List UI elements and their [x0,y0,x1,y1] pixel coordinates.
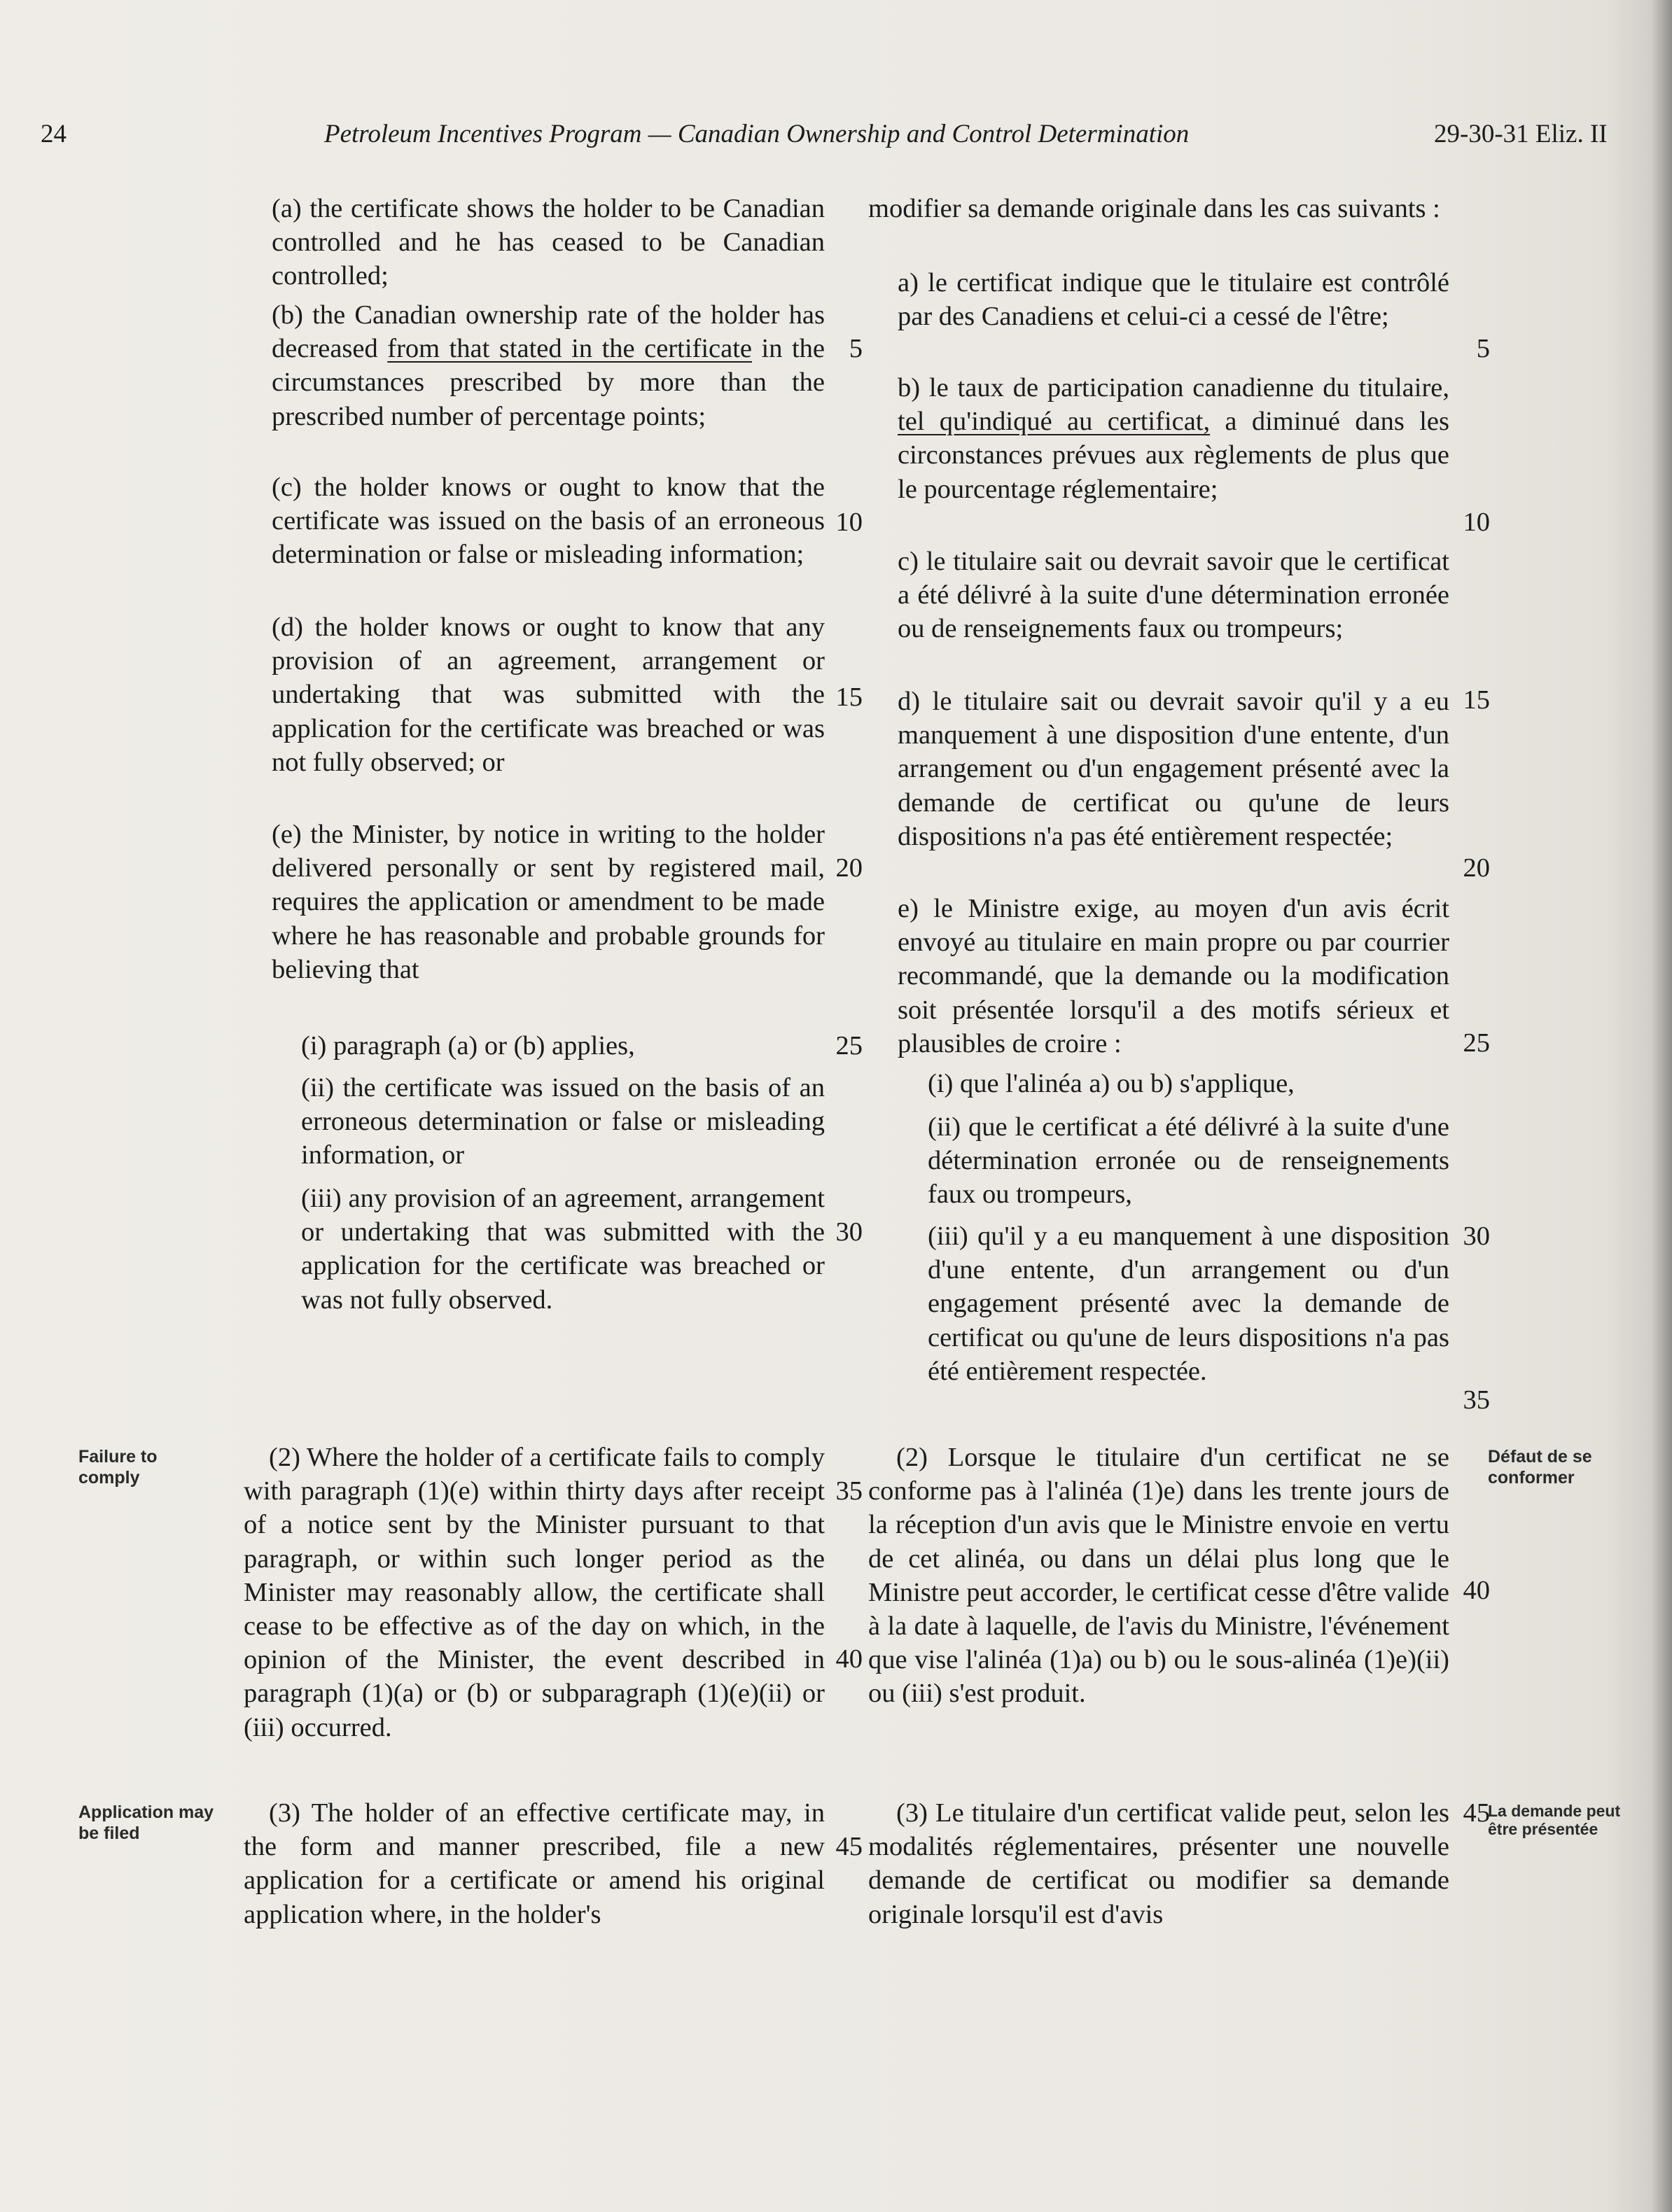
en-line-number-15: 15 [835,682,863,712]
fr-intro: modifier sa demande originale dans les cas suivants : [868,194,1440,223]
en-line-number-10: 10 [835,507,863,537]
spine-shadow [1651,0,1672,2212]
en-para-d: (d) the holder knows or ought to know that any provision of an agreement, arrangement or undertaking that was submitted with the application for the certificate was breached or was not fully observed; or [272,612,825,777]
fr-para-b-text: b) le taux de participation canadienne du titulaire, [898,373,1449,402]
en-subpara-ii: (ii) the certificate was issued on the basis of an erroneous determination or false or misleading information, or [301,1073,825,1170]
en-para-b-underlined: from that stated in the certificate [387,334,752,364]
fr-line-number-35: 35 [1463,1385,1490,1415]
fr-line-number-15: 15 [1463,685,1490,715]
margin-note-application-en: Application may be filed [78,1802,214,1843]
en-subsection-2: (2) Where the holder of a certificate fails to comply with paragraph (1)(e) within thirty days after receipt of a notice sent by the Minister pursuant to that paragraph, or within such longer period as the Minister may reasonably allow, the certificate shall cease to be effective as of the day on which, in the opinion of the Minister, the event described in paragraph (1)(a) or (b) or subparagraph (1)(e)(ii) or (iii) occurred. [244,1443,825,1742]
en-line-number-45: 45 [835,1832,863,1861]
page-header [41,119,1637,161]
margin-note-failure-en: Failure to comply [78,1447,158,1488]
fr-para-e: e) le Ministre exige, au moyen d'un avis écrit envoyé au titulaire en main propre ou par courrier recommandé, que la demande ou la modification soit présentée lorsqu'il a des motifs sérieux et plausibles de croire : [898,894,1449,1058]
fr-para-b-underlined: tel qu'indiqué au certificat, [898,407,1211,437]
en-line-number-40: 40 [835,1644,863,1674]
fr-subpara-iii: (iii) qu'il y a eu manquement à une disposition d'une entente, d'un arrangement ou d'un engagement présenté avec la demande de certificat ou qu'une de leurs dispositions n'a pas été entièrement respectée. [928,1222,1449,1386]
en-para-b [272,298,825,433]
fr-line-number-45: 45 [1463,1798,1490,1828]
en-para-c: (c) the holder knows or ought to know that the certificate was issued on the basis of an erroneous determination or false or misleading information; [272,472,825,570]
en-line-number-35: 35 [835,1476,863,1506]
fr-para-b-text-end: a diminué dans les circonstances prévues aux règlements de plus que le pourcentage réglementaire; [898,407,1449,504]
en-line-number-20: 20 [835,853,863,883]
fr-subpara-ii: (ii) que le certificat a été délivré à la suite d'une détermination erronée ou de renseignements faux ou trompeurs, [928,1112,1449,1210]
en-subpara-i: (i) paragraph (a) or (b) applies, [301,1031,635,1060]
fr-subpara-i: (i) que l'alinéa a) ou b) s'applique, [928,1069,1295,1098]
fr-subsection-3: (3) Le titulaire d'un certificat valide peut, selon les modalités réglementaires, présenter une nouvelle demande de certificat ou modifier sa demande originale lorsqu'il est d'avis [868,1798,1449,1929]
en-subpara-iii: (iii) any provision of an agreement, arrangement or undertaking that was submitted with the application for the certificate was breached or was not fully observed. [301,1184,825,1315]
fr-line-number-25: 25 [1463,1028,1490,1058]
fr-line-number-40: 40 [1463,1576,1490,1605]
margin-note-failure-fr: Défaut de se conformer [1488,1447,1592,1488]
page-number: 24 [41,120,67,148]
fr-para-c: c) le titulaire sait ou devrait savoir que le certificat a été délivré à la suite d'une détermination erronée ou de renseignements faux ou trompeurs; [898,547,1449,644]
en-line-number-25: 25 [835,1031,863,1060]
fr-para-a: a) le certificat indique que le titulaire est contrôlé par des Canadiens et celui-ci a cessé de l'être; [898,268,1449,332]
en-para-e: (e) the Minister, by notice in writing to the holder delivered personally or sent by registered mail, requires the application or amendment to be made where he has reasonable and probable grounds for believing that [272,820,825,984]
fr-line-number-10: 10 [1463,507,1490,537]
en-para-b-text: (b) the Canadian ownership rate of the holder has decreased [272,300,825,364]
en-line-number-5: 5 [849,334,863,363]
en-para-b-text-end: in the circumstances prescribed by more than the prescribed number of percentage points; [272,334,825,431]
margin-note-application-fr: La demande peut être présentée [1488,1802,1621,1838]
running-title: Petroleum Incentives Program — Canadian Ownership and Control Determination [324,120,1190,148]
regnal-year: 29-30-31 Eliz. II [1434,120,1608,148]
fr-line-number-30: 30 [1463,1222,1490,1251]
en-subsection-3: (3) The holder of an effective certificate may, in the form and manner prescribed, file a new application for a certificate or amend his original application where, in the holder's [244,1798,825,1929]
fr-line-number-5: 5 [1476,334,1490,363]
fr-line-number-20: 20 [1463,853,1490,883]
en-line-number-30: 30 [835,1217,863,1247]
fr-para-d: d) le titulaire sait ou devrait savoir qu'il y a eu manquement à une disposition d'une entente, d'un arrangement ou d'un engagement présenté avec la demande de certificat ou qu'une de leurs dispositions n'a pas été entièrement respectée; [898,687,1449,851]
fr-subsection-2: (2) Lorsque le titulaire d'un certificat ne se conforme pas à l'alinéa (1)e) dans les trente jours de la réception d'un avis que le Ministre envoie en vertu de cet alinéa, ou dans un délai plus long que le Ministre peut accorder, le certificat cesse d'être valide à la date à laquelle, de l'avis du Ministre, l'événement que vise l'alinéa (1)a) ou b) ou le sous-alinéa (1)e)(ii) ou (iii) s'est produit. [868,1443,1449,1709]
fr-para-b [868,371,1449,506]
en-para-a: (a) the certificate shows the holder to be Canadian controlled and he has ceased to be Canadian controlled; [272,194,825,291]
